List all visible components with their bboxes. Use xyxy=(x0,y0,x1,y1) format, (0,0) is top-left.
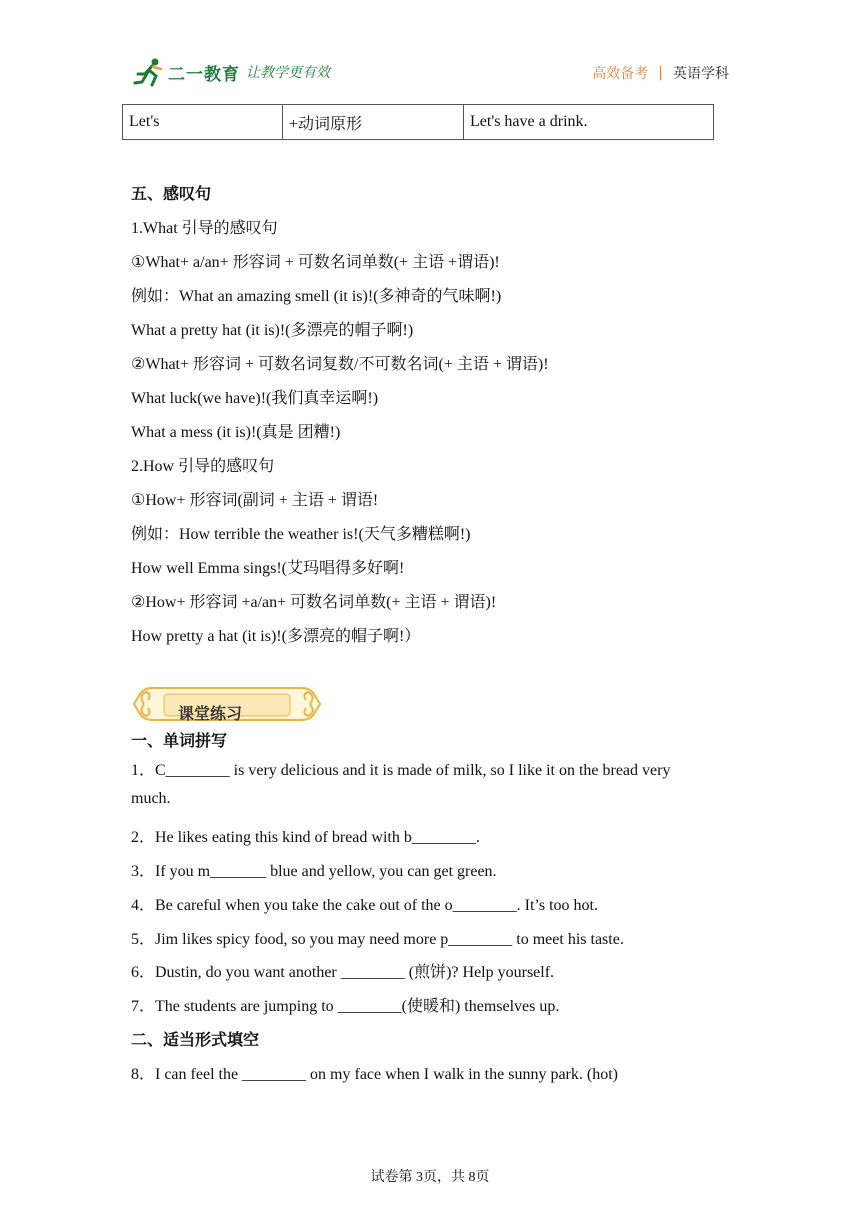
text-line: 2.How 引导的感叹句 xyxy=(131,458,275,475)
grammar-table xyxy=(122,104,714,140)
text-line: What a pretty hat (it is)!(多漂亮的帽子啊!) xyxy=(131,322,414,339)
header-subject xyxy=(592,63,729,83)
header-separator: | xyxy=(658,65,663,81)
table-cell: Let's xyxy=(123,105,283,140)
exercise-item: 7．The students are jumping to ________(使暖和) themselves up. xyxy=(131,998,560,1015)
text-line: What a mess (it is)!(真是 团糟!) xyxy=(131,424,341,441)
text-line: ①What+ a/an+ 形容词 + 可数名词单数(+ 主语 +谓语)! xyxy=(131,254,500,271)
text-line: ①How+ 形容词(副词 + 主语 + 谓语! xyxy=(131,492,379,509)
section-heading: 一、单词拼写 xyxy=(131,731,228,750)
header-tagline: 高效备考 xyxy=(592,66,649,82)
text-line: What luck(we have)!(我们真幸运啊!) xyxy=(131,390,379,407)
running-man-icon xyxy=(132,57,166,87)
brand-slogan: 让教学更有效 xyxy=(246,65,330,81)
exercise-item: 2．He likes eating this kind of bread with b________. xyxy=(131,829,480,846)
section-heading: 五、感叹句 xyxy=(131,184,212,203)
header-subject-name: 英语学科 xyxy=(673,66,729,82)
text-line: much. xyxy=(131,790,171,807)
section-heading: 二、适当形式填空 xyxy=(131,1030,260,1049)
text-line: 1.What 引导的感叹句 xyxy=(131,220,278,237)
text-line: 例如：What an amazing smell (it is)!(多神奇的气味啊!) xyxy=(131,288,502,305)
text-line: ②How+ 形容词 +a/an+ 可数名词单数(+ 主语 + 谓语)! xyxy=(131,594,497,611)
table-cell: +动词原形 xyxy=(283,105,464,140)
table-row xyxy=(123,105,714,140)
exercise-item: 3．If you m_______ blue and yellow, you can get green. xyxy=(131,863,497,880)
badge-label: 课堂练习 xyxy=(178,704,243,723)
text-line: 例如：How terrible the weather is!(天气多糟糕啊!) xyxy=(131,526,471,543)
brand-name: 二一教育 xyxy=(168,64,240,85)
exercise-item: 5．Jim likes spicy food, so you may need more p________ to meet his taste. xyxy=(131,931,624,948)
brand-logo xyxy=(132,56,330,88)
exercise-item: 8．I can feel the ________ on my face when I walk in the sunny park. (hot) xyxy=(131,1066,618,1083)
text-line: How well Emma sings!(艾玛唱得多好啊! xyxy=(131,560,405,577)
text-line: How pretty a hat (it is)!(多漂亮的帽子啊!） xyxy=(131,628,421,645)
exercise-item: 4．Be careful when you take the cake out of the o________. It’s too hot. xyxy=(131,897,598,914)
page-header xyxy=(0,0,860,96)
text-line: ②What+ 形容词 + 可数名词复数/不可数名词(+ 主语 + 谓语)! xyxy=(131,356,549,373)
exercise-item: 6．Dustin, do you want another ________ (煎饼)? Help yourself. xyxy=(131,964,555,981)
page-footer: 试卷第 3页，共 8页 xyxy=(370,1170,490,1185)
exercise-item: 1．C________ is very delicious and it is made of milk, so I like it on the bread very xyxy=(131,762,671,779)
table-cell: Let's have a drink. xyxy=(464,105,714,140)
